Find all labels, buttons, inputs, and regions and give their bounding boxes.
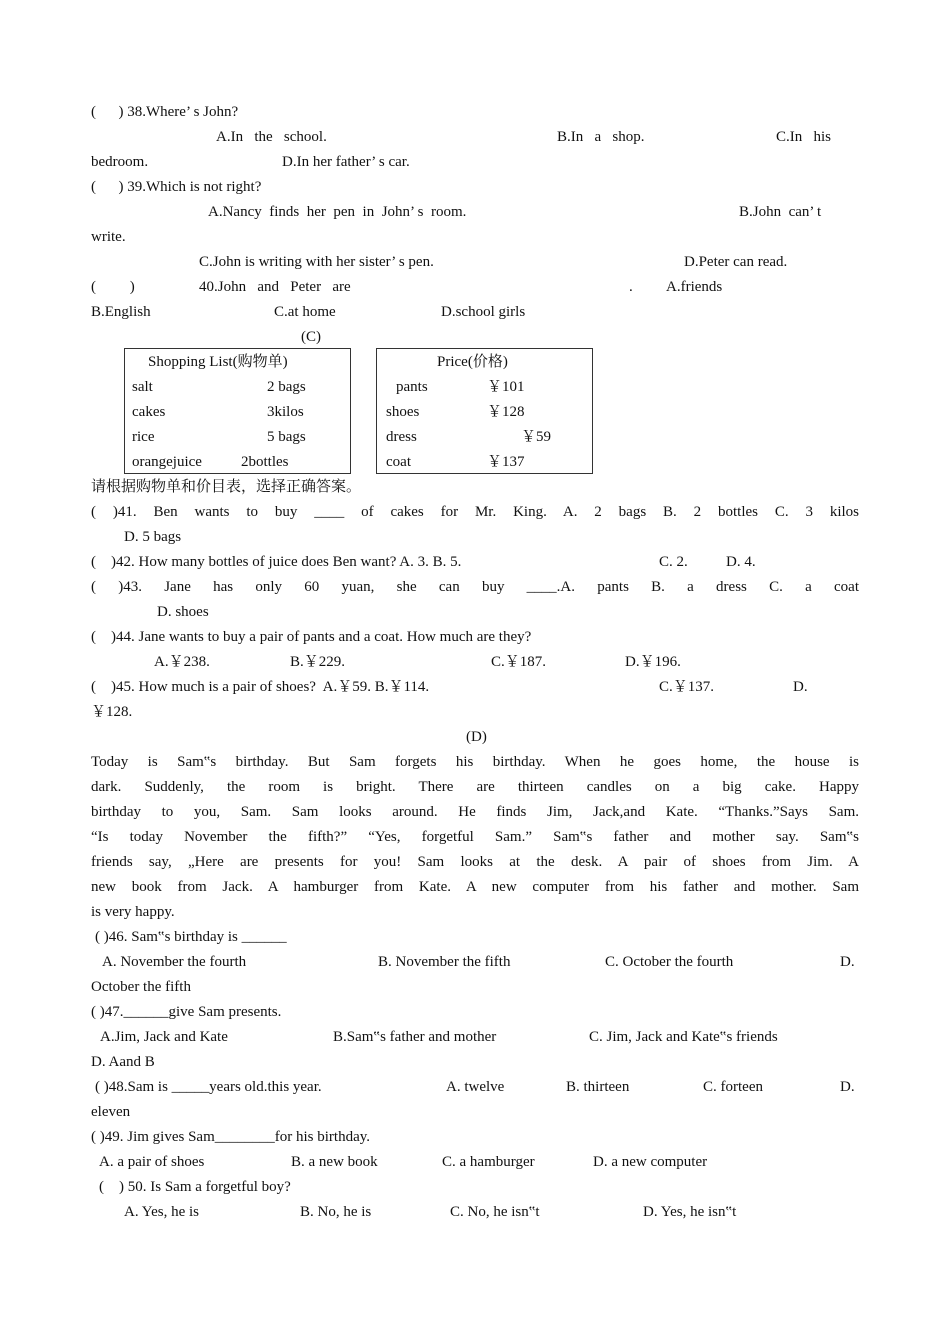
q47-option-c: C. Jim, Jack and Kate‟s friends — [589, 1029, 778, 1045]
q44-option-d: D.￥196. — [625, 654, 681, 670]
shopping-item-name: cakes — [132, 404, 166, 420]
q44-option-b: B.￥229. — [290, 654, 346, 670]
passage-line: Today is Sam‟s birthday. But Sam forgets his birthday. When he goes home, the house is — [91, 754, 859, 770]
price-item-name: shoes — [386, 404, 420, 420]
passage-line: friends say, „Here are presents for you! Sam looks at the desk. A pair of shoes from Jim. A — [91, 854, 859, 870]
q40-option-b: B.English — [91, 304, 151, 320]
shopping-list-box — [124, 348, 351, 474]
price-list-title: Price(价格) — [437, 354, 508, 370]
q46-option-d: D. — [840, 954, 855, 970]
q50-option-d: D. Yes, he isn‟t — [643, 1204, 737, 1220]
q49-stem: ( )49. Jim gives Sam________for his birthday. — [91, 1129, 371, 1145]
q43-line: ( )43. Jane has only 60 yuan, she can buy ____.A. pants B. a dress C. a coat — [91, 579, 859, 595]
q46-stem: ( )46. Sam‟s birthday is ______ — [95, 929, 287, 945]
q45-option-d-cont: ￥128. — [91, 704, 133, 720]
q48-stem: ( )48.Sam is _____years old.this year. — [95, 1079, 322, 1095]
q40-option-c: C.at home — [274, 304, 336, 320]
q48-option-d-cont: eleven — [91, 1104, 131, 1120]
q46-option-b: B. November the fifth — [378, 954, 511, 970]
q40-option-d: D.school girls — [441, 304, 526, 320]
q47-stem: ( )47.______give Sam presents. — [91, 1004, 282, 1020]
section-c-heading: (C) — [301, 329, 321, 345]
price-item-name: coat — [386, 454, 411, 470]
shopping-item-name: orangejuice — [132, 454, 202, 470]
shopping-list-title: Shopping List(购物单) — [148, 354, 288, 370]
q38-option-b: B.In a shop. — [557, 129, 645, 145]
q38-option-d: D.In her father’ s car. — [282, 154, 410, 170]
q39-option-b-cont: write. — [91, 229, 126, 245]
price-item-value: ￥59 — [521, 429, 552, 445]
q49-option-c: C. a hamburger — [442, 1154, 535, 1170]
q48-option-a: A. twelve — [446, 1079, 505, 1095]
q42-stem: ( )42. How many bottles of juice does Ben want? A. 3. B. 5. — [91, 554, 462, 570]
q50-option-b: B. No, he is — [300, 1204, 372, 1220]
section-c-instruction: 请根据购物单和价目表，选择正确答案。 — [91, 479, 362, 495]
q40-blank-dot: . — [629, 279, 633, 295]
q39-option-b: B.John can’ t — [739, 204, 822, 220]
q39-stem: ( ) 39.Which is not right? — [91, 179, 262, 195]
q38-stem: ( ) 38.Where’ s John? — [91, 104, 239, 120]
q43-option-d: D. shoes — [157, 604, 209, 620]
shopping-item-qty: 2bottles — [241, 454, 289, 470]
q45-option-c: C.￥137. — [659, 679, 715, 695]
q40-option-a: A.friends — [666, 279, 723, 295]
q38-option-a: A.In the school. — [216, 129, 327, 145]
passage-line: dark. Suddenly, the room is bright. There are thirteen candles on a big cake. Happy — [91, 779, 859, 795]
q38-option-c: C.In his — [776, 129, 832, 145]
q45-option-d: D. — [793, 679, 808, 695]
q39-option-c: C.John is writing with her sister’ s pen. — [199, 254, 434, 270]
q48-option-c: C. forteen — [703, 1079, 763, 1095]
q44-option-a: A.￥238. — [154, 654, 210, 670]
price-item-name: dress — [386, 429, 417, 445]
q50-option-a: A. Yes, he is — [124, 1204, 200, 1220]
q42-option-d: D. 4. — [726, 554, 756, 570]
q44-stem: ( )44. Jane wants to buy a pair of pants and a coat. How much are they? — [91, 629, 532, 645]
shopping-item-name: salt — [132, 379, 153, 395]
shopping-item-qty: 2 bags — [267, 379, 306, 395]
q39-option-a: A.Nancy finds her pen in John’ s room. — [208, 204, 467, 220]
price-item-value: ￥101 — [487, 379, 525, 395]
price-item-value: ￥128 — [487, 404, 525, 420]
q45-stem: ( )45. How much is a pair of shoes? A.￥59. B.￥114. — [91, 679, 430, 695]
q50-stem: ( ) 50. Is Sam a forgetful boy? — [99, 1179, 291, 1195]
q40-stem: 40.John and Peter are — [199, 279, 351, 295]
q50-option-c: C. No, he isn‟t — [450, 1204, 540, 1220]
q48-option-b: B. thirteen — [566, 1079, 630, 1095]
q42-option-c: C. 2. — [659, 554, 688, 570]
q41-line: ( )41. Ben wants to buy ____ of cakes for Mr. King. A. 2 bags B. 2 bottles C. 3 kilos — [91, 504, 859, 520]
q49-option-b: B. a new book — [291, 1154, 378, 1170]
q46-option-a: A. November the fourth — [102, 954, 247, 970]
q44-option-c: C.￥187. — [491, 654, 547, 670]
price-list-box — [376, 348, 593, 474]
passage-line: “Is today November the fifth?” “Yes, forgetful Sam.” Sam‟s father and mother say. Sam‟s — [91, 829, 859, 845]
passage-line: birthday to you, Sam. Sam looks around. He finds Jim, Jack,and Kate. “Thanks.”Says Sam. — [91, 804, 859, 820]
q46-option-d-cont: October the fifth — [91, 979, 191, 995]
section-d-heading: (D) — [466, 729, 487, 745]
shopping-item-qty: 5 bags — [267, 429, 306, 445]
q46-option-c: C. October the fourth — [605, 954, 734, 970]
q39-option-d: D.Peter can read. — [684, 254, 788, 270]
shopping-item-name: rice — [132, 429, 155, 445]
q47-option-a: A.Jim, Jack and Kate — [100, 1029, 228, 1045]
passage-line: new book from Jack. A hamburger from Kate. A new computer from his father and mother. Sam — [91, 879, 859, 895]
passage-line: is very happy. — [91, 904, 175, 920]
q40-paren: ( ) — [91, 279, 135, 295]
q47-option-d: D. Aand B — [91, 1054, 155, 1070]
q38-option-c-cont: bedroom. — [91, 154, 149, 170]
shopping-item-qty: 3kilos — [267, 404, 304, 420]
price-item-value: ￥137 — [487, 454, 525, 470]
q41-option-d: D. 5 bags — [124, 529, 182, 545]
q48-option-d: D. — [840, 1079, 855, 1095]
q49-option-d: D. a new computer — [593, 1154, 708, 1170]
q49-option-a: A. a pair of shoes — [99, 1154, 205, 1170]
price-item-name: pants — [396, 379, 428, 395]
q47-option-b: B.Sam‟s father and mother — [333, 1029, 497, 1045]
